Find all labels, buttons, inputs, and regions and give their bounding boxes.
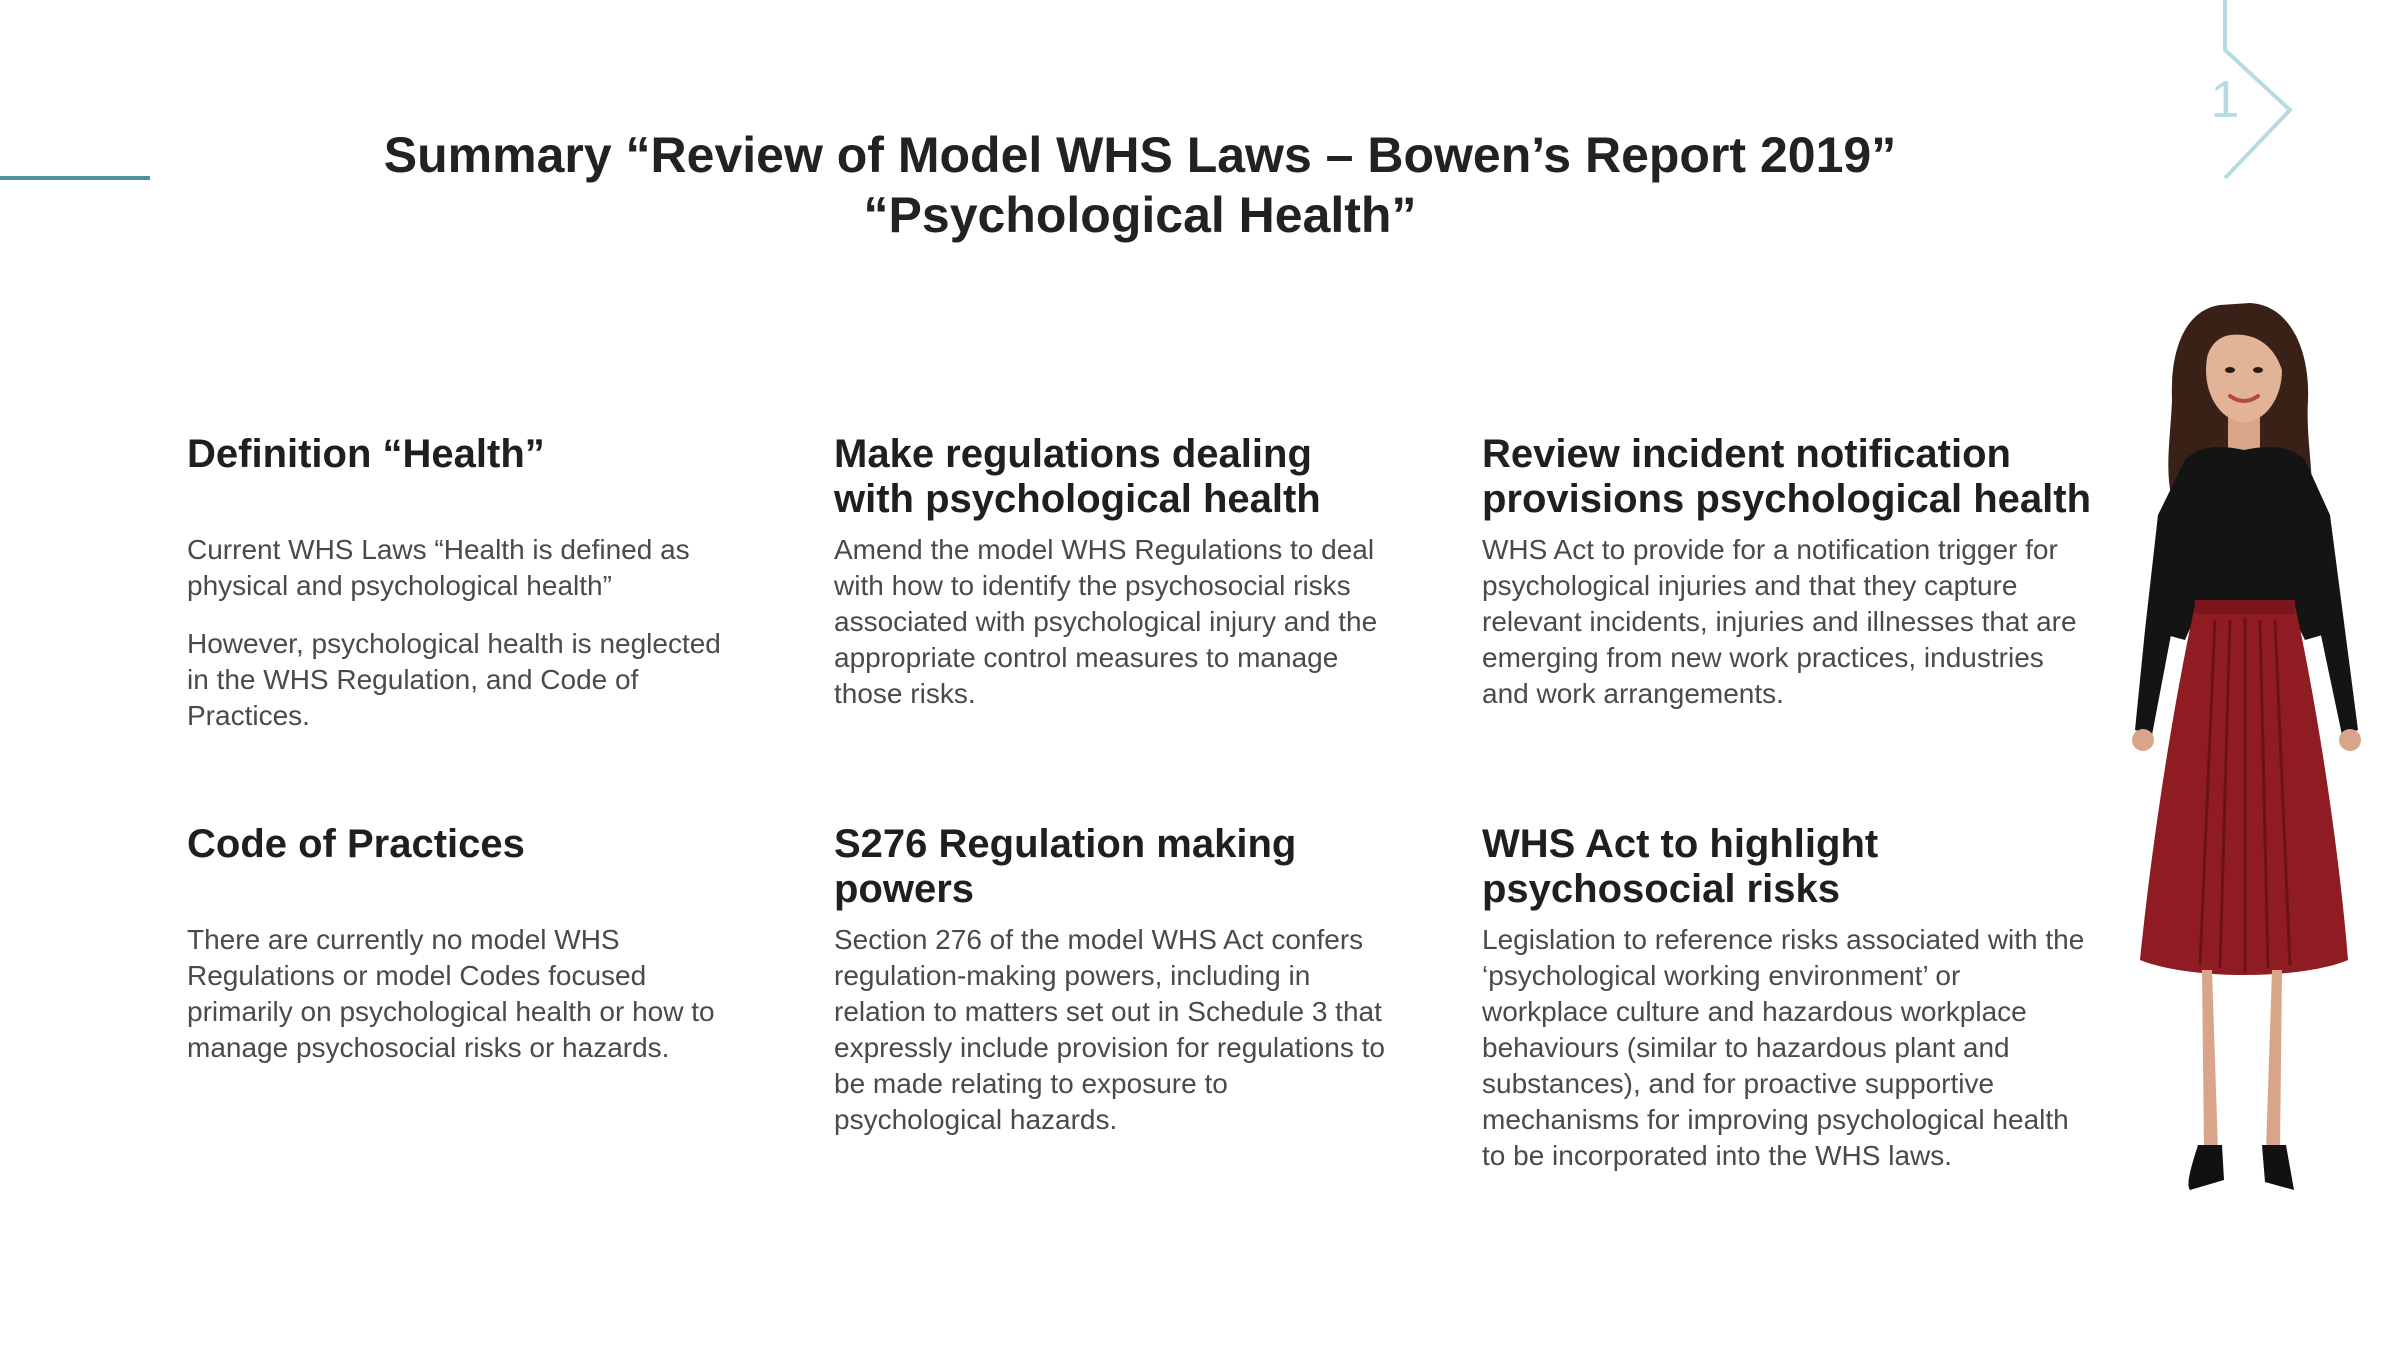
section-text: Amend the model WHS Regulations to deal with how to identify the psychosocial risks associated with psychological injury and the appropriate control measures to manage those risks. (834, 534, 1378, 709)
accent-line (0, 176, 150, 180)
section-text: Current WHS Laws “Health is defined as physical and psychological health” (187, 534, 690, 601)
section-make-regulations (834, 432, 1394, 712)
slide-title (300, 125, 1980, 245)
section-heading: WHS Act to highlight psychosocial risks (1482, 822, 1879, 911)
section-text: Legislation to reference risks associated with the ‘psychological working environment’ or workplace culture and hazardous workplace behaviours (similar to hazardous plant and substances), and for proactive supportive mechanisms for improving psychological health to be incorporated into the WHS laws. (1482, 924, 2085, 1171)
slide-title-line-2: “Psychological Health” (863, 187, 1417, 243)
section-heading: Definition “Health” (187, 432, 545, 476)
section-text: However, psychological health is neglected in the WHS Regulation, and Code of Practices. (187, 628, 721, 731)
section-heading: S276 Regulation making powers (834, 822, 1297, 911)
section-heading: Make regulations dealing with psychological health (834, 432, 1321, 521)
section-definition-health (187, 432, 747, 734)
section-incident-notification (1482, 432, 2092, 712)
section-code-of-practices (187, 822, 747, 1066)
slide-title-line-1: Summary “Review of Model WHS Laws – Bowen’s Report 2019” (383, 127, 1897, 183)
section-s276-regulation (834, 822, 1394, 1138)
section-whs-act-psychosocial (1482, 822, 2092, 1174)
section-text: Section 276 of the model WHS Act confers regulation-making powers, including in relation to matters set out in Schedule 3 that expressly include provision for regulations to be made relating to exposure to psychological hazards. (834, 924, 1385, 1135)
section-heading: Code of Practices (187, 822, 525, 866)
section-text: WHS Act to provide for a notification trigger for psychological injuries and that they capture relevant incidents, injuries and illnesses that are emerging from new work practices, industries and work arrangements. (1482, 534, 2077, 709)
section-heading: Review incident notification provisions psychological health (1482, 432, 2092, 521)
section-text: There are currently no model WHS Regulations or model Codes focused primarily on psychological health or how to manage psychosocial risks or hazards. (187, 924, 715, 1063)
presenter-image (2090, 300, 2400, 1220)
slide-number: 1 (2210, 71, 2240, 129)
